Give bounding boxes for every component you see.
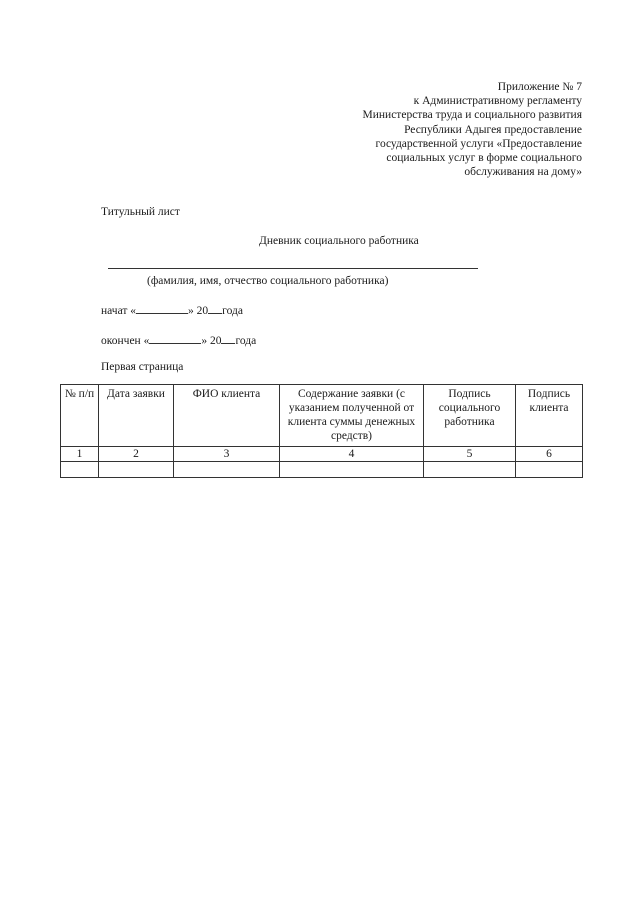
header-cell-worker-signature: Подпись социального работника: [424, 385, 516, 447]
started-day-blank: [136, 303, 188, 314]
name-signature-line: [108, 268, 478, 269]
header-cell-date: Дата заявки: [99, 385, 174, 447]
empty-cell: [61, 462, 99, 478]
table-number-row: [61, 447, 583, 462]
ended-prefix: окончен «: [101, 335, 150, 347]
title-sheet-label: Титульный лист: [101, 206, 180, 218]
empty-cell: [424, 462, 516, 478]
name-caption: (фамилия, имя, отчество социального работника): [147, 275, 389, 287]
first-page-label: Первая страница: [101, 361, 184, 373]
table-row: [61, 462, 583, 478]
appendix-line: к Административному регламенту: [413, 95, 582, 108]
started-date-line: [101, 303, 243, 317]
ended-year-blank: [221, 333, 235, 344]
appendix-line: Республики Адыгея предоставление: [404, 123, 582, 136]
appendix-line: социальных услуг в форме социального: [386, 152, 582, 165]
started-mid: » 20: [188, 305, 209, 317]
column-number-cell: 4: [280, 447, 424, 462]
started-suffix: года: [222, 305, 243, 317]
appendix-block: [322, 80, 582, 179]
appendix-line: обслуживания на дому»: [464, 166, 582, 179]
appendix-line: государственной услуги «Предоставление: [375, 137, 582, 150]
ended-suffix: года: [235, 335, 257, 347]
column-number-cell: 1: [61, 447, 99, 462]
ended-day-blank: [149, 333, 201, 344]
diary-table: [60, 384, 583, 478]
appendix-line: Министерства труда и социального развития: [362, 109, 582, 122]
table-header-row: [61, 385, 583, 447]
started-year-blank: [208, 303, 222, 314]
column-number-cell: 6: [516, 447, 583, 462]
diary-title: Дневник социального работника: [259, 235, 419, 247]
header-cell-request-content: Содержание заявки (с указанием полученной от клиента суммы денежных средств): [280, 385, 424, 447]
header-cell-client-signature: Подпись клиента: [516, 385, 583, 447]
empty-cell: [174, 462, 280, 478]
empty-cell: [99, 462, 174, 478]
header-cell-number: № п/п: [61, 385, 99, 447]
empty-cell: [516, 462, 583, 478]
column-number-cell: 5: [424, 447, 516, 462]
header-cell-client-name: ФИО клиента: [174, 385, 280, 447]
column-number-cell: 3: [174, 447, 280, 462]
ended-mid: » 20: [201, 335, 222, 347]
empty-cell: [280, 462, 424, 478]
column-number-cell: 2: [99, 447, 174, 462]
started-prefix: начат «: [101, 305, 137, 317]
appendix-line: Приложение № 7: [497, 81, 582, 93]
ended-date-line: [101, 333, 256, 347]
